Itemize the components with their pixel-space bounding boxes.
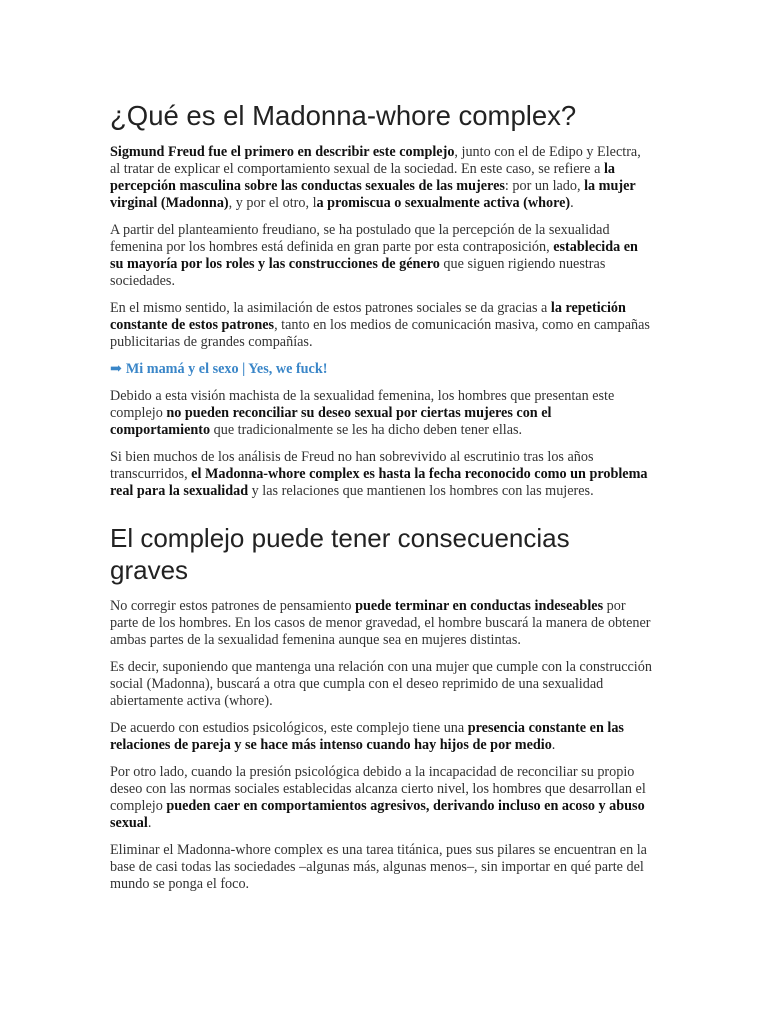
bold-text: pueden caer en comportamientos agresivos, derivando incluso en acoso y abuso sexual (110, 798, 645, 831)
text: por parte de los hombres. En los casos de menor gravedad, el hombre buscará la manera de obtener ambas partes de la sexualidad femenina aunque sea en mujeres distintas. (110, 598, 651, 648)
text: Si bien muchos de los análisis de Freud no han sobrevivido al escrutinio tras los años transcurridos, (110, 449, 594, 482)
bold-text: la percepción masculina sobre las conductas sexuales de las mujeres (110, 161, 616, 194)
bold-text: puede terminar en conductas indeseables (355, 598, 604, 614)
article-title: ¿Qué es el Madonna-whore complex? (110, 100, 577, 131)
text: En el mismo sentido, la asimilación de estos patrones sociales se da gracias a (110, 300, 551, 316)
paragraph-3 (110, 300, 652, 351)
bold-text: Sigmund Freud fue el primero en describir este complejo (110, 144, 455, 160)
bold-text: establecida en su mayoría por los roles y las construcciones de género (110, 239, 638, 272)
paragraph-4 (110, 388, 652, 439)
bold-text: no pueden reconciliar su deseo sexual por ciertas mujeres con el comportamiento (110, 405, 552, 438)
paragraph-9 (110, 764, 652, 832)
bold-text: la mujer virginal (Madonna) (110, 178, 636, 211)
article (110, 98, 652, 903)
text: que siguen rigiendo nuestras sociedades. (110, 256, 606, 289)
paragraph-7 (110, 659, 652, 710)
arrow-right-icon: ➡ (110, 361, 122, 377)
text: . (551, 737, 556, 753)
text: , junto con el de Edipo y Electra, al tratar de explicar el comportamiento sexual de la sociedad. En este caso, se refiere a (110, 144, 641, 177)
text: : por un lado, (504, 178, 585, 194)
paragraph-10 (110, 842, 652, 893)
text: . (570, 195, 574, 211)
text: Es decir, suponiendo que mantenga una relación con una mujer que cumple con la construcción social (Madonna), buscará a otra que cumpla con el deseo reprimido de una sexualidad abiertamente activa (whore). (110, 659, 652, 709)
text: y las relaciones que mantienen los hombres con las mujeres. (248, 483, 594, 499)
bold-text: la repetición constante de estos patrones (110, 300, 626, 333)
bold-text: a promiscua o sexualmente activa (whore) (316, 195, 571, 211)
text: Por otro lado, cuando la presión psicológica debido a la incapacidad de reconciliar su propio deseo con las normas sociales establecidas alcanza cierto nivel, los hombres que desarrollan el complejo (110, 764, 646, 814)
text: No corregir estos patrones de pensamiento (110, 598, 356, 614)
text: De acuerdo con estudios psicológicos, este complejo tiene una (110, 720, 468, 736)
text: A partir del planteamiento freudiano, se ha postulado que la percepción de la sexualidad femenina por los hombres está definida en gran parte por esta contraposición, (110, 222, 610, 255)
paragraph-6 (110, 598, 652, 649)
section-heading: El complejo puede tener consecuencias graves (110, 523, 570, 585)
bold-text: presencia constante en las relaciones de pareja y se hace más intenso cuando hay hijos de por medio (110, 720, 624, 753)
text: , y por el otro, l (228, 195, 317, 211)
related-article-link-row (110, 361, 652, 378)
text: , tanto en los medios de comunicación masiva, como en campañas publicitarias de grandes compañías. (110, 317, 650, 350)
bold-text: el Madonna-whore complex es hasta la fecha reconocido como un problema real para la sexualidad (110, 466, 648, 499)
text: . (147, 815, 152, 831)
paragraph-8 (110, 720, 652, 754)
related-article-link[interactable]: Mi mamá y el sexo | Yes, we fuck! (125, 361, 328, 377)
text: Eliminar el Madonna-whore complex es una tarea titánica, pues sus pilares se encuentran en la base de casi todas las sociedades –algunas más, algunas menos–, sin importar en qué parte del mundo se ponga el foco. (110, 842, 647, 892)
paragraph-2 (110, 222, 652, 290)
paragraph-1 (110, 144, 652, 212)
paragraph-5 (110, 449, 652, 500)
text: Debido a esta visión machista de la sexualidad femenina, los hombres que presentan este complejo (110, 388, 615, 421)
text: que tradicionalmente se les ha dicho deben tener ellas. (210, 422, 523, 438)
